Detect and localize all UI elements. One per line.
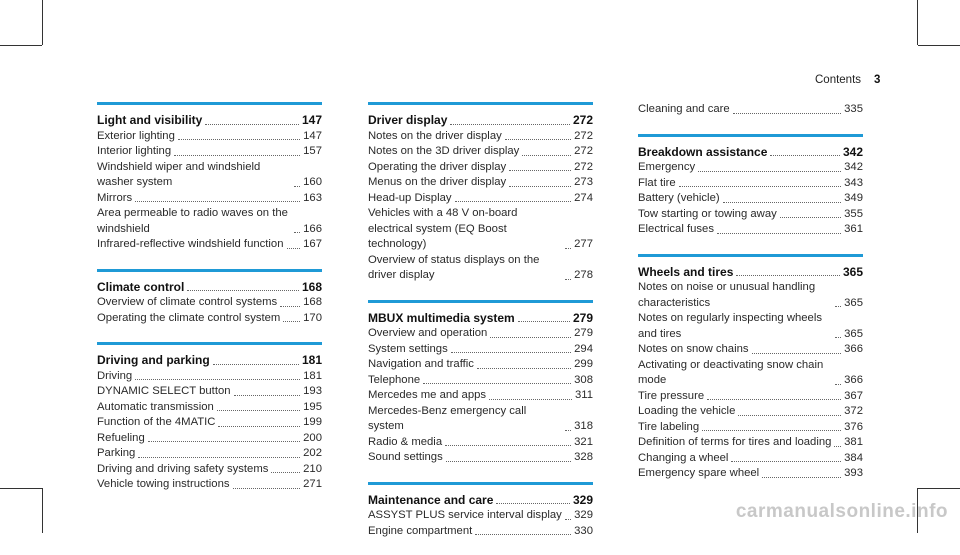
dot-leader — [522, 155, 571, 156]
toc-entry-label: Infrared-reflective windshield function — [97, 238, 284, 250]
toc-entry-label: Emergency spare wheel — [638, 467, 760, 479]
dot-leader — [834, 446, 841, 447]
toc-entry[interactable] — [368, 191, 593, 207]
toc-entry-page: 274 — [574, 191, 593, 204]
toc-entry-label: Telephone — [368, 373, 421, 386]
toc-entry-label: Exterior lighting — [97, 129, 175, 142]
toc-column-3 — [638, 102, 863, 498]
toc-column-1 — [97, 102, 322, 509]
crop-mark — [918, 488, 960, 489]
toc-entry[interactable] — [368, 160, 593, 176]
dot-leader — [707, 399, 841, 400]
toc-entry[interactable] — [97, 400, 322, 416]
toc-entry-label: Flat tire — [638, 176, 676, 189]
dot-leader — [450, 124, 570, 125]
dot-leader — [475, 534, 571, 535]
section-title-entry[interactable] — [638, 265, 863, 281]
toc-entry-page: 147 — [303, 129, 322, 142]
section-title-entry[interactable] — [97, 353, 322, 369]
toc-entry[interactable] — [368, 388, 593, 404]
dot-leader — [509, 170, 571, 171]
toc-entry-label: Loading the vehicle — [638, 405, 736, 417]
toc-entry[interactable] — [368, 326, 593, 342]
dot-leader — [280, 306, 300, 307]
toc-entry-label: Overview and operation — [368, 327, 488, 339]
toc-entry[interactable] — [368, 373, 593, 389]
dot-leader — [187, 290, 299, 291]
dot-leader — [283, 321, 300, 322]
toc-entry[interactable] — [368, 129, 593, 145]
toc-entry-label: Overview of status displays on the driver display — [368, 253, 540, 281]
toc-entry[interactable] — [638, 280, 863, 311]
toc-entry-label: ASSYST PLUS service interval display — [368, 509, 562, 521]
section-rule — [638, 134, 863, 137]
toc-entry-page: 355 — [844, 207, 863, 220]
dot-leader — [287, 248, 301, 249]
dot-leader — [505, 139, 571, 140]
dot-leader — [565, 430, 571, 431]
toc-entry-page: 361 — [844, 223, 863, 235]
section-page-number: 279 — [572, 310, 593, 325]
toc-entry-label: Head-up Display — [368, 191, 452, 204]
toc-entry[interactable] — [638, 102, 863, 118]
header-title: Contents — [815, 74, 862, 86]
toc-entry-label: Cleaning and care — [638, 103, 730, 115]
toc-entry-label: Electrical fuses — [638, 223, 714, 235]
dot-leader — [679, 186, 841, 187]
toc-section — [97, 342, 322, 493]
toc-entry[interactable] — [638, 389, 863, 405]
toc-column-2 — [368, 102, 593, 555]
toc-section — [97, 102, 322, 253]
toc-entry-label: Changing a wheel — [638, 451, 729, 464]
section-rule — [97, 102, 322, 105]
dot-leader — [780, 217, 841, 218]
toc-entry-page: 330 — [574, 524, 593, 537]
dot-leader — [698, 171, 841, 172]
dot-leader — [762, 477, 841, 478]
toc-entry-page: 328 — [574, 451, 593, 463]
toc-entry-label: Function of the 4MATIC — [97, 416, 216, 428]
toc-entry-page: 157 — [303, 145, 322, 157]
dot-leader — [218, 426, 300, 427]
toc-entry-page: 349 — [844, 192, 863, 204]
dot-leader — [205, 124, 299, 125]
crop-mark — [0, 45, 42, 46]
toc-entry-label: Tow starting or towing away — [638, 207, 777, 220]
toc-entry[interactable] — [97, 191, 322, 207]
toc-entry[interactable] — [97, 384, 322, 400]
section-page-number: 342 — [842, 144, 863, 159]
toc-entry-label: Overview of climate control systems — [97, 296, 278, 308]
dot-leader — [736, 275, 840, 276]
toc-entry-page: 311 — [574, 389, 593, 401]
toc-entry-label: Driving — [97, 369, 133, 382]
toc-entry-label: Automatic transmission — [97, 400, 214, 413]
toc-entry[interactable] — [638, 435, 863, 451]
dot-leader — [217, 410, 300, 411]
dot-leader — [509, 186, 571, 187]
toc-entry-label: Operating the climate control system — [97, 311, 281, 324]
toc-entry-page: 181 — [303, 369, 322, 382]
section-title: Light and visibility — [97, 113, 203, 127]
toc-entry[interactable] — [638, 191, 863, 207]
toc-entry-page: 308 — [574, 373, 593, 386]
dot-leader — [490, 337, 571, 338]
toc-entry-label: Battery (vehicle) — [638, 192, 720, 204]
dot-leader — [723, 202, 842, 203]
toc-entry-page: 335 — [844, 103, 863, 115]
toc-entry-page: 193 — [303, 385, 322, 397]
section-rule — [638, 254, 863, 257]
toc-entry-page: 376 — [844, 420, 863, 433]
dot-leader — [233, 488, 301, 489]
section-title: Wheels and tires — [638, 264, 734, 279]
toc-entry-page: 365 — [844, 296, 863, 309]
toc-entry-label: Tire labeling — [638, 420, 700, 433]
dot-leader — [835, 384, 841, 385]
section-title-entry[interactable] — [638, 145, 863, 161]
dot-leader — [451, 352, 571, 353]
toc-section — [97, 269, 322, 327]
dot-leader — [496, 503, 570, 504]
section-page-number: 272 — [572, 113, 593, 127]
toc-entry[interactable] — [97, 415, 322, 431]
dot-leader — [455, 201, 572, 202]
section-rule — [368, 300, 593, 303]
toc-entry-label: Notes on noise or unusual handling characteristics — [638, 281, 816, 309]
toc-entry-label: Refueling — [97, 431, 145, 444]
toc-entry-page: 384 — [844, 451, 863, 464]
section-rule — [97, 342, 322, 345]
crop-mark — [917, 0, 918, 45]
toc-entry-label: Vehicles with a 48 V on-board electrical system (EQ Boost technology) — [368, 207, 518, 250]
toc-entry[interactable] — [97, 369, 322, 385]
toc-entry-label: Menus on the driver display — [368, 176, 507, 188]
toc-entry-page: 367 — [844, 389, 863, 402]
toc-entry[interactable] — [368, 144, 593, 160]
toc-entry[interactable] — [97, 431, 322, 447]
toc-entry[interactable] — [638, 466, 863, 482]
toc-entry-label: Vehicle towing instructions — [97, 478, 230, 490]
toc-entry-page: 279 — [574, 327, 593, 339]
section-title: MBUX multimedia system — [368, 310, 515, 325]
toc-entry-page: 343 — [844, 176, 863, 189]
section-rule — [368, 482, 593, 485]
toc-entry-page: 318 — [574, 420, 593, 432]
toc-entry-page: 163 — [303, 191, 322, 204]
section-page-number: 147 — [301, 113, 322, 127]
toc-entry-label: Emergency — [638, 161, 696, 173]
toc-entry[interactable] — [97, 237, 322, 253]
toc-entry-label: Driving and driving safety systems — [97, 462, 269, 475]
toc-entry-page: 329 — [574, 509, 593, 521]
toc-entry-page: 202 — [303, 447, 322, 459]
toc-entry[interactable] — [638, 176, 863, 192]
toc-entry[interactable] — [368, 404, 593, 435]
toc-entry-label: Area permeable to radio waves on the windshield — [97, 207, 288, 235]
toc-entry[interactable] — [368, 508, 593, 524]
crop-mark — [42, 488, 43, 533]
crop-mark — [0, 488, 42, 489]
section-title: Maintenance and care — [368, 492, 494, 507]
toc-entry-label: Engine compartment — [368, 524, 473, 537]
toc-entry-page: 210 — [303, 462, 322, 475]
toc-entry-label: Radio & media — [368, 435, 443, 448]
toc-entry-page: 168 — [303, 296, 322, 308]
dot-leader — [178, 139, 300, 140]
section-title: Driving and parking — [97, 353, 210, 367]
toc-entry-label: Sound settings — [368, 451, 443, 463]
toc-entry[interactable] — [638, 207, 863, 223]
dot-leader — [135, 379, 300, 380]
dot-leader — [835, 306, 841, 307]
toc-entry-label: Activating or deactivating snow chain mode — [638, 358, 824, 386]
toc-entry-page: 160 — [303, 176, 322, 188]
toc-entry-page: 170 — [303, 311, 322, 324]
section-title: Breakdown assistance — [638, 144, 768, 159]
dot-leader — [423, 383, 571, 384]
toc-section — [638, 254, 863, 482]
toc-section — [638, 134, 863, 238]
toc-entry-page: 167 — [303, 238, 322, 250]
section-page-number: 168 — [301, 279, 322, 294]
toc-entry[interactable] — [638, 420, 863, 436]
dot-leader — [565, 519, 571, 520]
toc-entry-page: 271 — [303, 478, 322, 490]
toc-entry-page: 166 — [303, 222, 322, 235]
toc-entry-page: 272 — [574, 129, 593, 142]
toc-entry[interactable] — [368, 435, 593, 451]
toc-entry[interactable] — [638, 311, 863, 342]
section-title-entry[interactable] — [368, 311, 593, 327]
toc-entry-page: 393 — [844, 467, 863, 479]
toc-entry-label: Interior lighting — [97, 145, 172, 157]
dot-leader — [148, 441, 300, 442]
toc-entry-label: Notes on regularly inspecting wheels and tires — [638, 312, 822, 340]
dot-leader — [565, 248, 571, 249]
dot-leader — [294, 186, 300, 187]
toc-entry[interactable] — [97, 462, 322, 478]
section-page-number: 329 — [572, 492, 593, 507]
toc-entry-page: 366 — [844, 374, 863, 386]
toc-entry[interactable] — [368, 524, 593, 540]
section-title: Climate control — [97, 279, 185, 294]
toc-entry-label: Operating the driver display — [368, 160, 507, 173]
dot-leader — [234, 395, 301, 396]
toc-section — [638, 102, 863, 118]
dot-leader — [135, 201, 300, 202]
section-page-number: 365 — [842, 264, 863, 279]
toc-entry-page: 372 — [844, 405, 863, 417]
toc-entry[interactable] — [97, 129, 322, 145]
toc-entry-page: 278 — [574, 269, 593, 281]
dot-leader — [733, 113, 841, 114]
dot-leader — [835, 337, 841, 338]
toc-entry[interactable] — [97, 477, 322, 493]
toc-entry[interactable] — [368, 253, 593, 284]
dot-leader — [731, 461, 841, 462]
toc-entry-page: 342 — [844, 161, 863, 173]
toc-section — [368, 102, 593, 284]
section-rule — [368, 102, 593, 105]
toc-entry-page: 272 — [574, 145, 593, 157]
toc-entry-page: 195 — [303, 400, 322, 413]
dot-leader — [702, 430, 841, 431]
toc-entry-label: Notes on the driver display — [368, 129, 502, 142]
toc-entry-page: 272 — [574, 160, 593, 173]
section-title-entry[interactable] — [97, 280, 322, 296]
toc-entry-label: Windshield wiper and windshield washer system — [97, 160, 261, 188]
toc-entry-label: Tire pressure — [638, 389, 705, 402]
dot-leader — [489, 399, 572, 400]
toc-entry-page: 366 — [844, 343, 863, 355]
toc-entry-page: 299 — [574, 358, 593, 370]
dot-leader — [717, 233, 841, 234]
dot-leader — [738, 415, 841, 416]
toc-entry[interactable] — [368, 357, 593, 373]
toc-entry-label: Parking — [97, 447, 136, 459]
toc-section — [368, 482, 593, 540]
toc-entry[interactable] — [368, 206, 593, 253]
dot-leader — [477, 368, 571, 369]
toc-entry[interactable] — [638, 160, 863, 176]
toc-entry-label: Mercedes-Benz emergency call system — [368, 404, 527, 432]
dot-leader — [752, 353, 842, 354]
section-title: Driver display — [368, 113, 448, 127]
toc-entry-page: 365 — [844, 327, 863, 340]
dot-leader — [770, 155, 840, 156]
section-page-number: 181 — [301, 353, 322, 367]
toc-entry[interactable] — [97, 295, 322, 311]
dot-leader — [294, 232, 300, 233]
toc-entry[interactable] — [638, 451, 863, 467]
toc-entry-page: 273 — [574, 176, 593, 188]
toc-entry-page: 294 — [574, 342, 593, 355]
toc-section — [368, 300, 593, 466]
dot-leader — [174, 155, 300, 156]
toc-entry-label: DYNAMIC SELECT button — [97, 385, 231, 397]
section-title-entry[interactable] — [368, 493, 593, 509]
dot-leader — [446, 461, 571, 462]
toc-entry[interactable] — [97, 311, 322, 327]
toc-entry-label: Mercedes me and apps — [368, 389, 487, 401]
toc-entry-page: 321 — [574, 435, 593, 448]
toc-entry-label: Notes on snow chains — [638, 343, 749, 355]
toc-entry[interactable] — [368, 450, 593, 466]
section-rule — [97, 269, 322, 272]
toc-entry[interactable] — [97, 160, 322, 191]
crop-mark — [42, 0, 43, 45]
crop-mark — [918, 45, 960, 46]
watermark: carmanualsonline.info — [735, 501, 948, 522]
toc-entry-label: Mirrors — [97, 191, 133, 204]
toc-entry[interactable] — [638, 404, 863, 420]
dot-leader — [138, 457, 300, 458]
dot-leader — [213, 364, 299, 365]
toc-entry[interactable] — [97, 446, 322, 462]
toc-entry-page: 277 — [574, 238, 593, 250]
toc-entry-page: 200 — [303, 431, 322, 444]
section-title-entry[interactable] — [97, 113, 322, 129]
toc-entry[interactable] — [97, 144, 322, 160]
toc-entry-page: 381 — [844, 436, 863, 448]
toc-entry[interactable] — [638, 222, 863, 238]
dot-leader — [271, 472, 300, 473]
header-page-number: 3 — [874, 74, 881, 86]
toc-entry[interactable] — [638, 342, 863, 358]
toc-entry-label: System settings — [368, 342, 448, 355]
toc-entry-label: Navigation and traffic — [368, 358, 474, 370]
toc-entry-label: Notes on the 3D driver display — [368, 145, 520, 157]
toc-entry[interactable] — [368, 342, 593, 358]
dot-leader — [445, 445, 571, 446]
toc-entry[interactable] — [97, 206, 322, 237]
dot-leader — [565, 279, 571, 280]
toc-entry-label: Definition of terms for tires and loading — [638, 436, 832, 448]
toc-entry-page: 199 — [303, 416, 322, 428]
toc-entry[interactable] — [638, 358, 863, 389]
dot-leader — [518, 321, 570, 322]
section-title-entry[interactable] — [368, 113, 593, 129]
toc-entry[interactable] — [368, 175, 593, 191]
